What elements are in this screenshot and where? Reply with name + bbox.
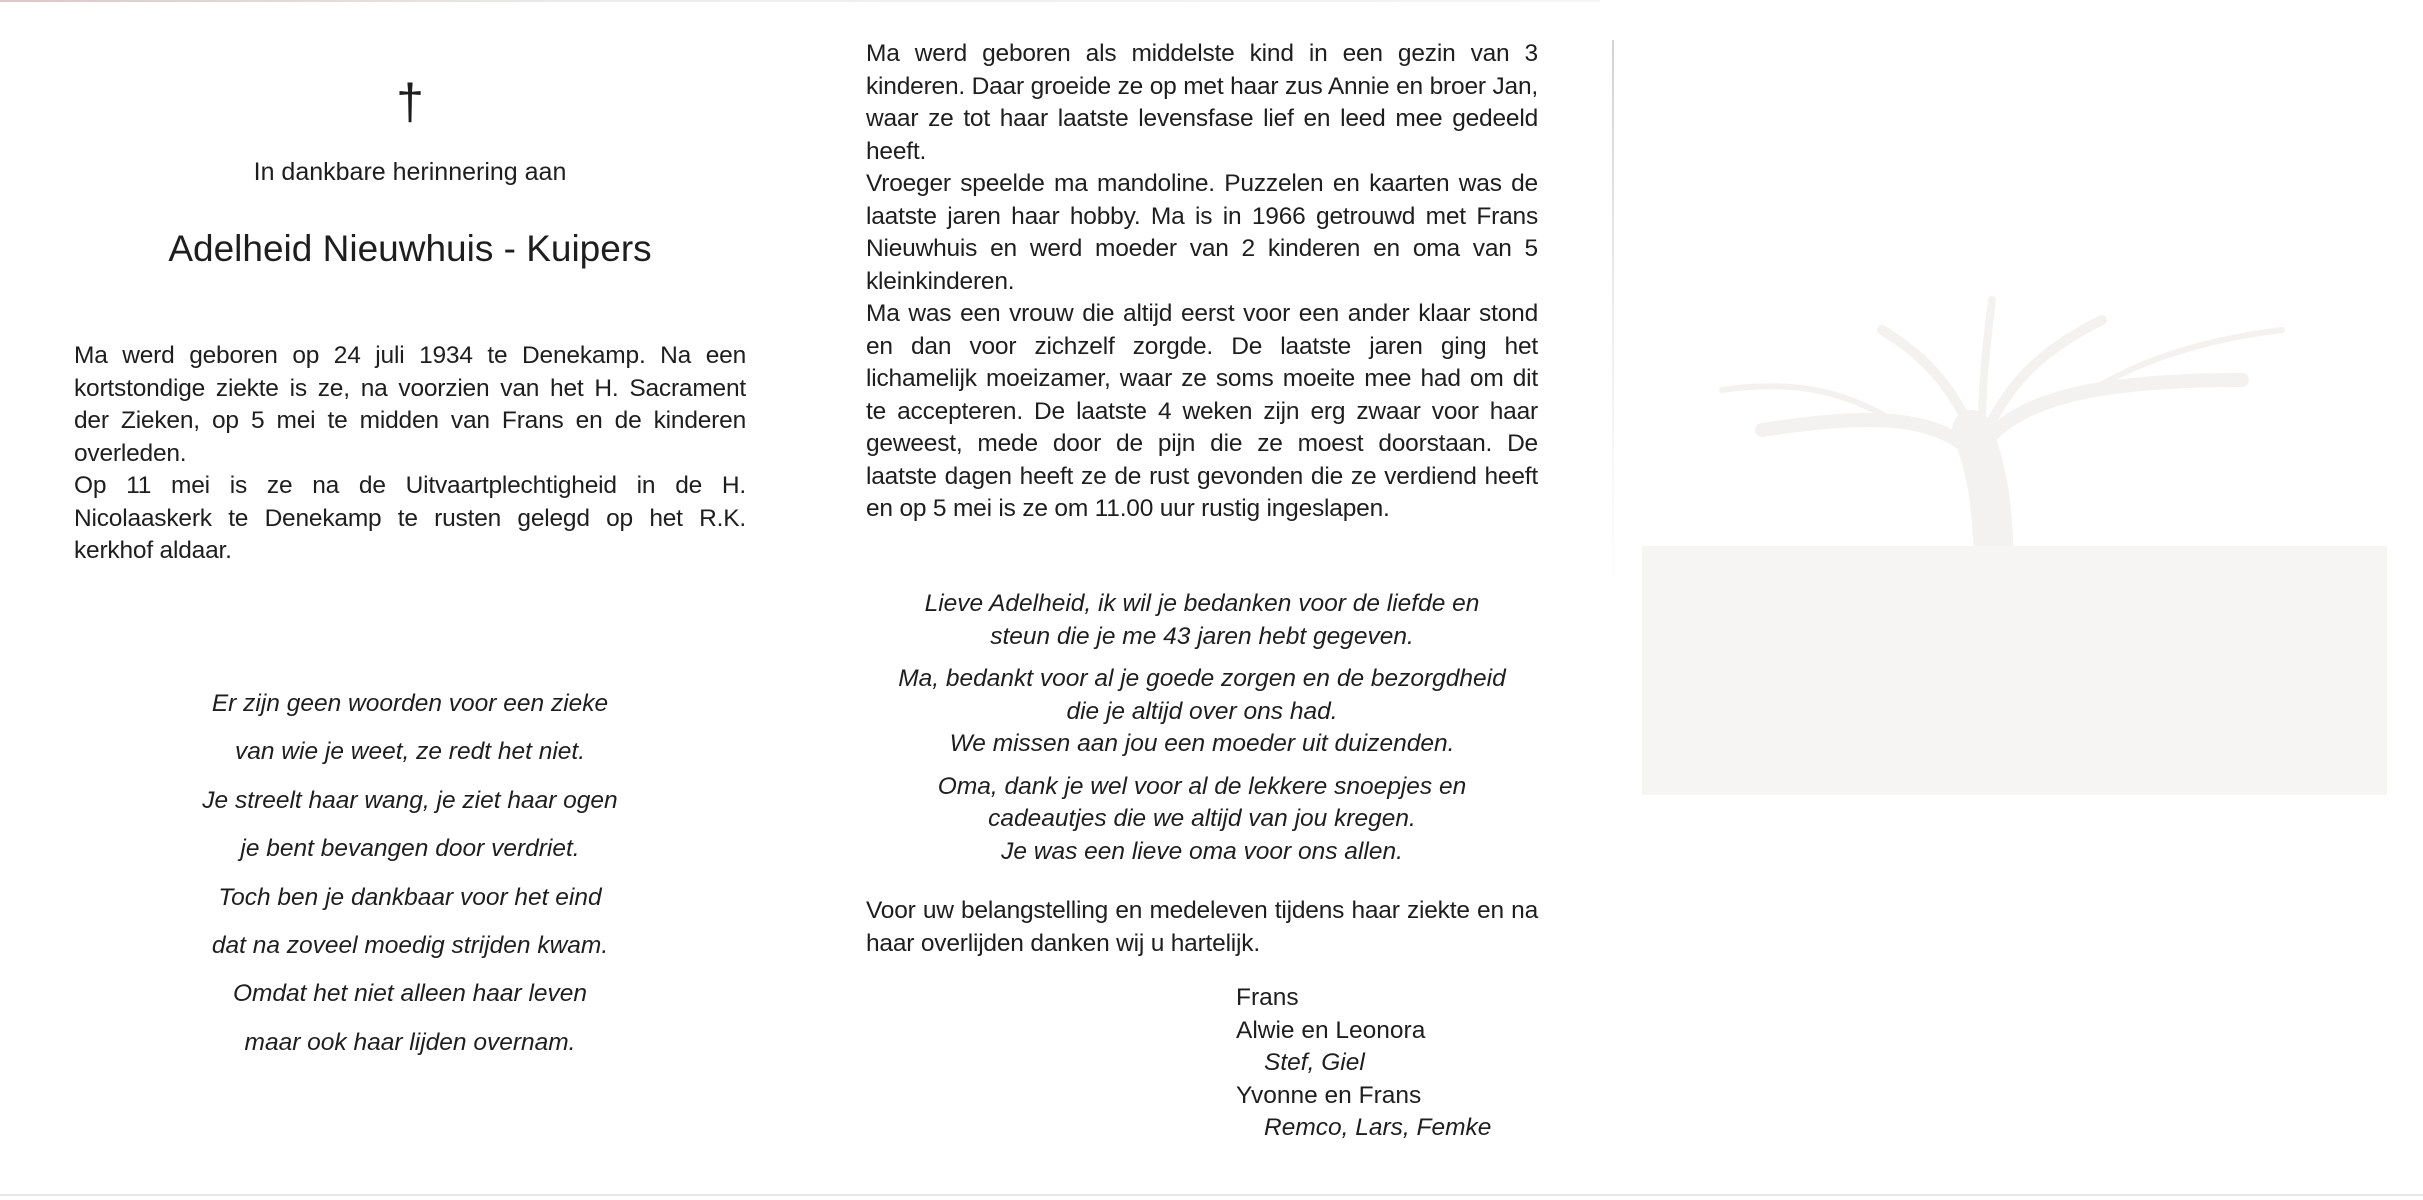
biography-left [74,340,746,568]
paragraph: Op 11 mei is ze na de Uitvaartplechtigheid in de H. Nicolaaskerk te Denekamp te rusten gelegd op het R.K. kerkhof aldaar. [74,472,746,564]
signature-line: Yvonne en Frans [1236,1081,1422,1109]
card-fold-line [1612,40,1614,600]
signature-line: Frans [1236,984,1299,1011]
paragraph: Ma werd geboren als middelste kind in een gezin van 3 kinderen. Daar groeide ze op met haar zus Annie en broer Jan, waar ze tot haar laatste levensfase lief en leed mee gedeeld heeft. [866,40,1538,165]
tree-ground [1642,546,2387,795]
cross-icon: † [396,74,424,130]
scan-edge-bottom [0,1194,2423,1196]
paragraph: Ma was een vrouw die altijd eerst voor een ander klaar stond en dan voor zichzelf zorgde. De laatste jaren ging het lichamelijk moeizamer, waar ze soms moeite mee had om dit te accepteren. De laatste 4 weken zijn erg zwaar voor haar geweest, mede door de pijn die ze moest doorstaan. De laatste dagen heeft ze de rust gevonden die ze verdiend heeft en op 5 mei is ze om 11.00 uur rustig ingeslapen. [866,300,1538,522]
tribute-line: Oma, dank je wel voor al de lekkere snoepjes en [937,772,1467,800]
poem-line: maar ook haar lijden overnam. [244,1028,576,1056]
tribute-stanza [866,663,1538,761]
poem-line: Toch ben je dankbaar voor het eind [218,883,602,911]
poem-line: dat na zoveel moedig strijden kwam. [211,931,609,959]
signature-line: Alwie en Leonora [1236,1016,1426,1044]
poem-line: van wie je weet, ze redt het niet. [235,738,585,766]
paragraph: Voor uw belangstelling en medeleven tijdens haar ziekte en na haar overlijden danken wij u hartelijk. [866,897,1538,957]
dedication-text: In dankbare herinnering aan [253,158,567,186]
tribute-line: steun die je me 43 jaren hebt gegeven. [990,622,1414,650]
tribute-line: Je was een lieve oma voor ons allen. [1001,837,1403,865]
paragraph: Vroeger speelde ma mandoline. Puzzelen en kaarten was de laatste jaren haar hobby. Ma is in 1966 getrouwd met Frans Nieuwhuis en werd moeder van 2 kinderen en oma van 5 kleinkinderen. [866,170,1538,295]
poem-line: Er zijn geen woorden voor een zieke [211,690,609,717]
poem-line: Je streelt haar wang, je ziet haar ogen [202,786,618,814]
tribute-line: We missen aan jou een moeder uit duizenden. [949,730,1455,757]
paragraph: Ma werd geboren op 24 juli 1934 te Denekamp. Na een kortstondige ziekte is ze, na voorzien van het H. Sacrament der Zieken, op 5 mei te midden van Frans en de kinderen overleden. [74,342,746,467]
scan-edge-top [0,0,1600,2]
tribute-line: cadeautjes die we altijd van jou kregen. [988,805,1416,832]
tribute [866,588,1538,878]
closing-thanks [866,895,1538,960]
poem-line: Omdat het niet alleen haar leven [232,980,588,1008]
tree-illustration [1642,0,2387,1166]
tribute-stanza [866,771,1538,869]
signatures [1236,982,1491,1145]
deceased-name: Adelheid Nieuwhuis - Kuipers [168,228,652,269]
signature-line: Remco, Lars, Femke [1264,1114,1492,1141]
tribute-line: die je altijd over ons had. [1066,697,1338,725]
poem [110,680,710,1067]
signature-line: Stef, Giel [1264,1049,1365,1076]
tribute-line: Lieve Adelheid, ik wil je bedanken voor de liefde en [924,590,1480,617]
poem-line: je bent bevangen door verdriet. [240,835,580,863]
biography-right [866,38,1538,526]
tribute-line: Ma, bedankt voor al je goede zorgen en de bezorgdheid [898,665,1506,692]
tribute-stanza [866,588,1538,653]
